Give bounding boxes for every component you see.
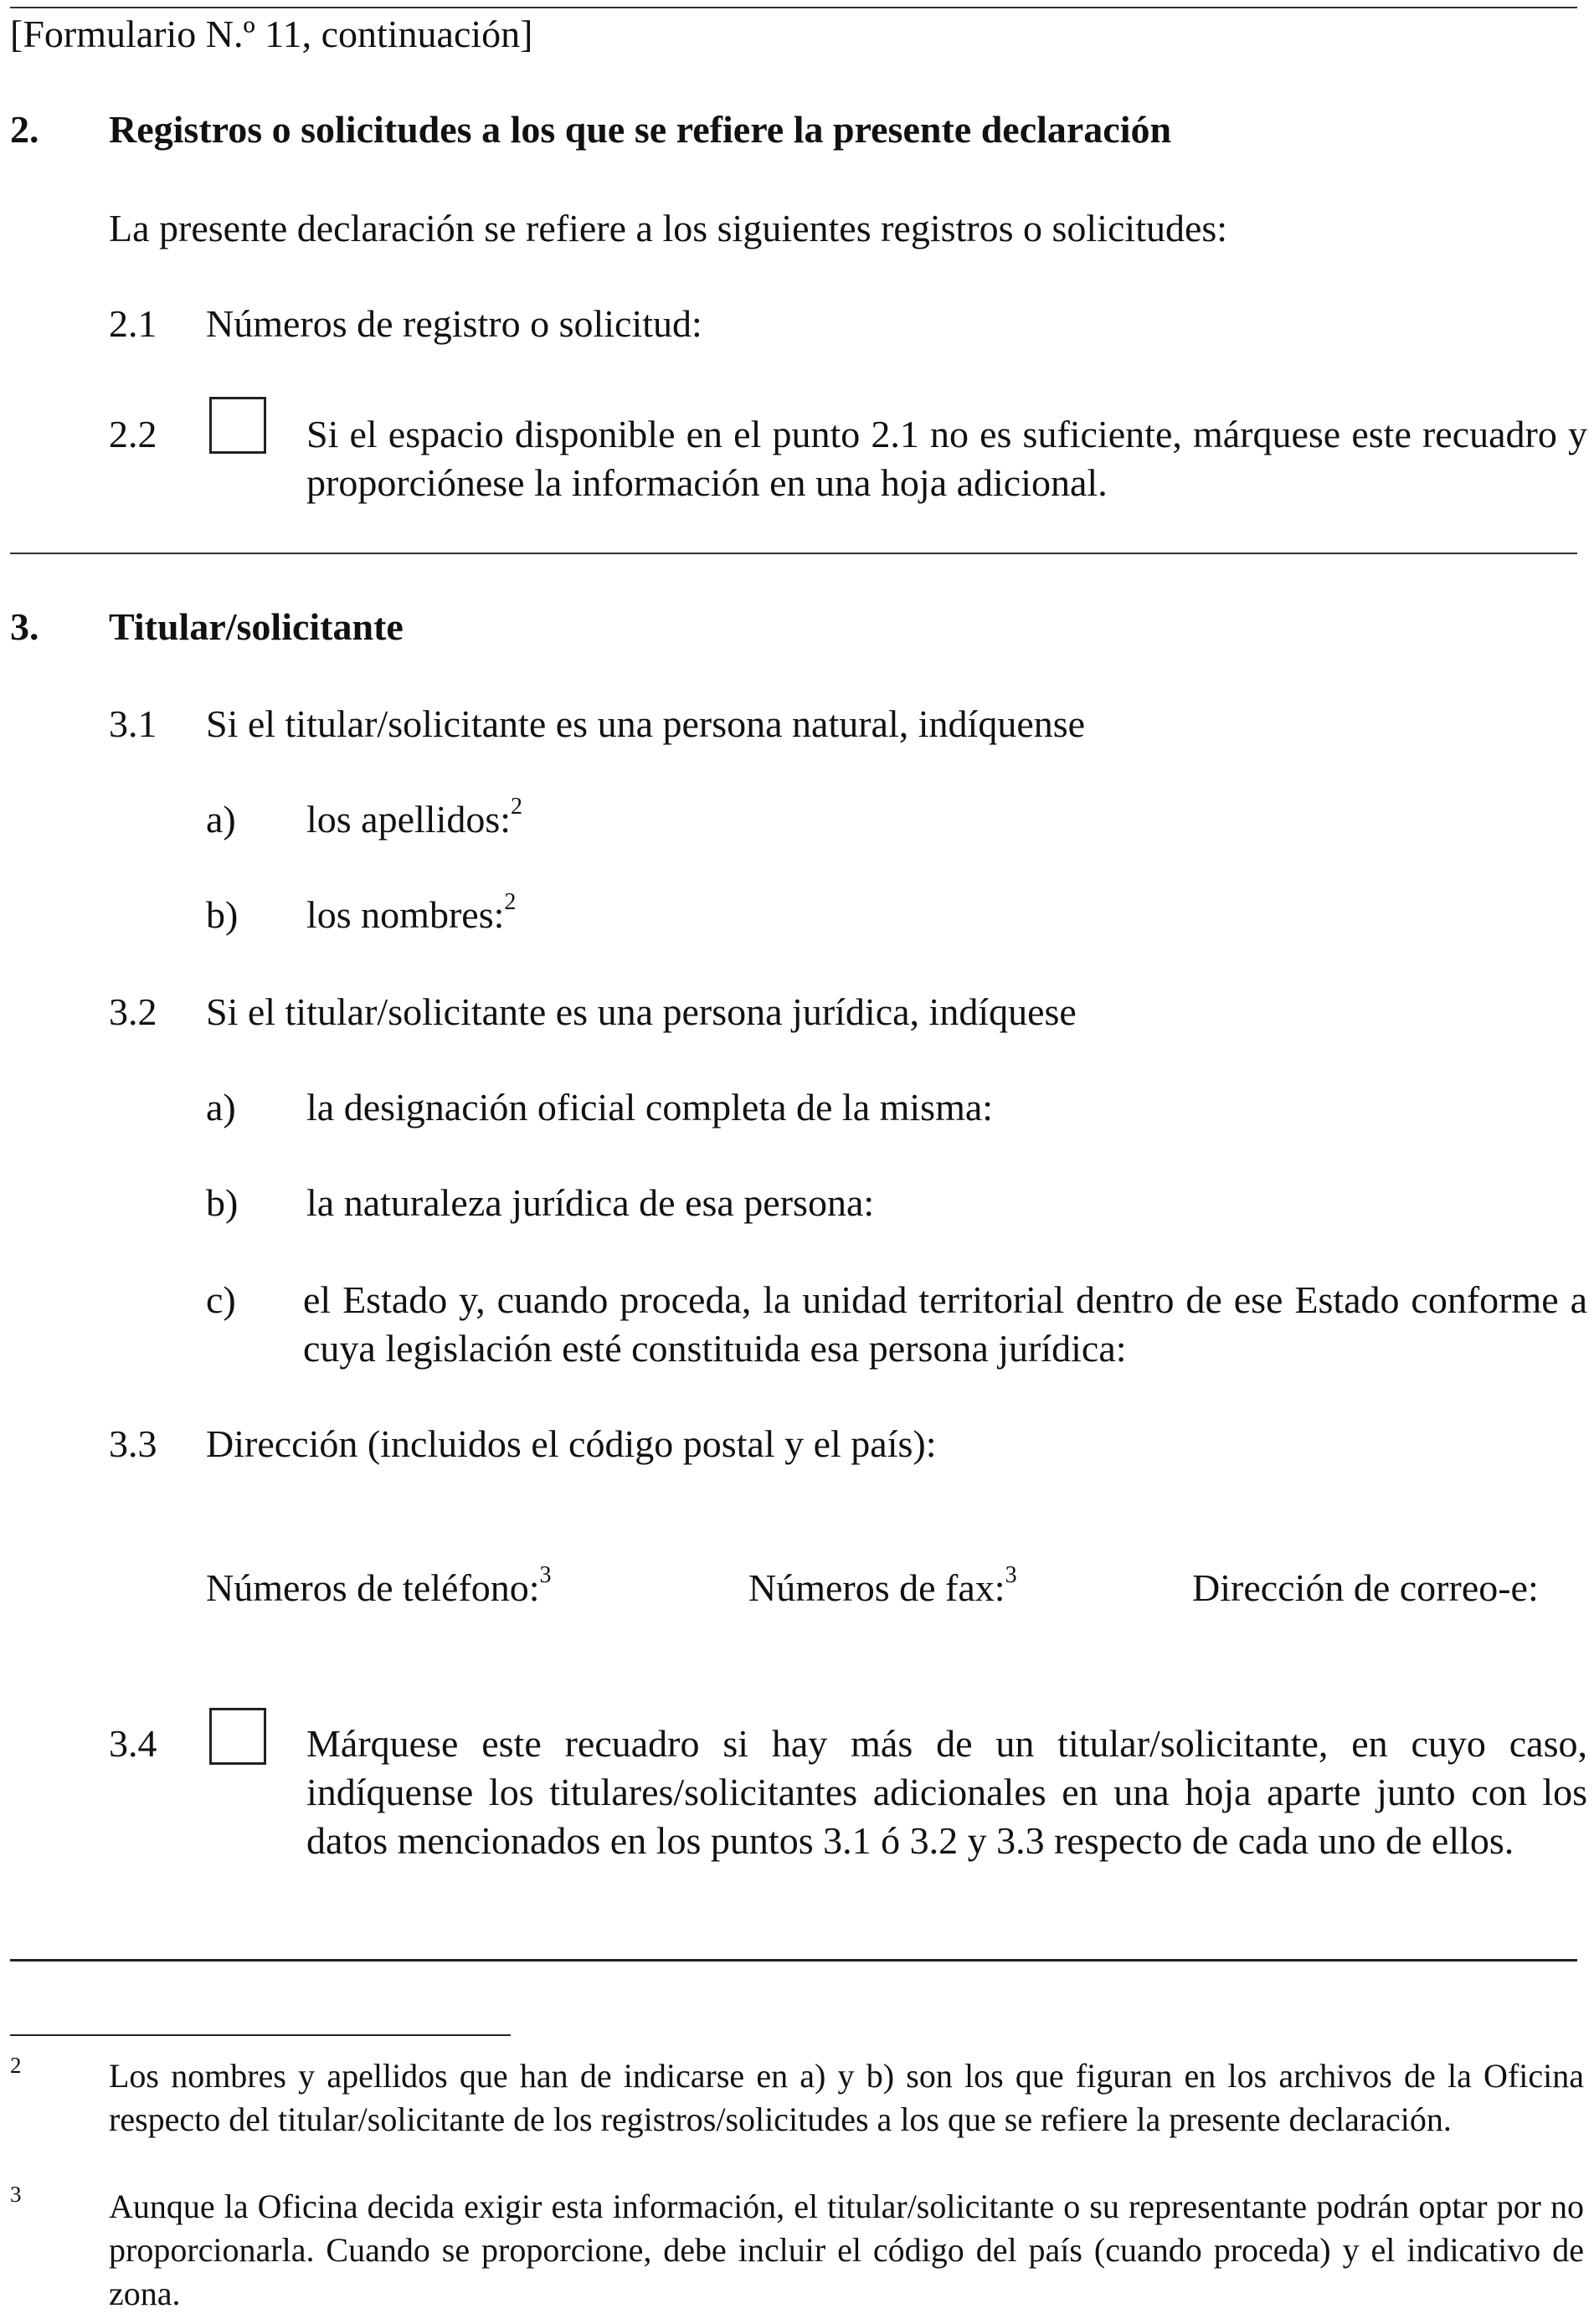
section-2-title: Registros o solicitudes a los que se refiere la presente declaración xyxy=(109,108,1172,151)
footnote-2-number: 2 xyxy=(10,2053,22,2078)
fax-label-text: Números de fax: xyxy=(748,1566,1005,1609)
item-3-3-number: 3.3 xyxy=(109,1422,157,1465)
item-2-2-text: Si el espacio disponible en el punto 2.1 no es suficiente, márquese este recuadro y proporciónese la información en una hoja adicional. xyxy=(306,413,1587,504)
item-3-1-a-letter: a) xyxy=(206,798,236,841)
item-3-1-b xyxy=(306,888,517,939)
item-3-2-a-text: la designación oficial completa de la misma: xyxy=(306,1086,994,1129)
item-3-2-text: Si el titular/solicitante es una persona jurídica, indíquese xyxy=(206,990,1077,1033)
item-3-2-c-text: el Estado y, cuando proceda, la unidad territorial dentro de ese Estado conforme a cuya legislación esté constituida esa persona jurídica: xyxy=(303,1278,1587,1370)
item-2-2-number: 2.2 xyxy=(109,413,157,455)
item-3-1-a xyxy=(306,795,522,844)
item-3-1-b-letter: b) xyxy=(206,893,239,936)
item-3-1-text: Si el titular/solicitante es una persona natural, indíquense xyxy=(206,702,1086,745)
item-3-4-checkbox[interactable] xyxy=(209,1708,266,1765)
item-3-2-c-letter: c) xyxy=(206,1278,236,1321)
item-3-3-text: Dirección (incluidos el código postal y el país): xyxy=(206,1422,937,1465)
item-2-1-number: 2.1 xyxy=(109,302,157,345)
top-rule xyxy=(10,7,1577,8)
footnote-ref-3: 3 xyxy=(1005,1561,1017,1588)
phone-field-label xyxy=(206,1561,552,1612)
section-2-divider xyxy=(10,553,1577,554)
item-2-2-checkbox[interactable] xyxy=(209,397,266,454)
item-3-1-b-text: los nombres: xyxy=(306,893,505,936)
section-3-divider xyxy=(10,1959,1577,1962)
email-field-label: Dirección de correo-e: xyxy=(1192,1566,1539,1609)
item-3-2-b-text: la naturaleza jurídica de esa persona: xyxy=(306,1181,875,1224)
item-3-2-number: 3.2 xyxy=(109,990,157,1033)
footnote-ref-2: 2 xyxy=(504,888,517,915)
item-3-1-a-text: los apellidos: xyxy=(306,798,512,841)
section-2-number: 2. xyxy=(10,108,39,151)
footnote-separator xyxy=(10,2034,511,2036)
footnote-2-text: Los nombres y apellidos que han de indicarse en a) y b) son los que figuran en los archivos de la Oficina respecto del titular/solicitante de los registros/solicitudes a los que se refiere la presente declaración. xyxy=(109,2057,1584,2138)
item-3-4-number: 3.4 xyxy=(109,1722,157,1765)
item-2-1-label: Números de registro o solicitud: xyxy=(206,302,702,345)
fax-field-label xyxy=(748,1561,1017,1612)
form-continuation-header: [Formulario N.º 11, continuación] xyxy=(10,13,533,55)
footnote-ref-2: 2 xyxy=(511,793,523,820)
item-3-1-number: 3.1 xyxy=(109,702,157,745)
phone-label-text: Números de teléfono: xyxy=(206,1566,540,1609)
section-3-title: Titular/solicitante xyxy=(109,605,404,648)
item-3-4-text: Márquese este recuadro si hay más de un titular/solicitante, en cuyo caso, indíquense los titulares/solicitantes adicionales en una hoja aparte junto con los datos mencionados en los puntos 3.1 ó 3.2 y 3.3 respecto de cada uno de ellos. xyxy=(306,1722,1587,1862)
section-3-number: 3. xyxy=(10,605,39,648)
item-3-2-b-letter: b) xyxy=(206,1181,239,1224)
item-3-2-a-letter: a) xyxy=(206,1086,236,1129)
footnote-3-text: Aunque la Oficina decida exigir esta información, el titular/solicitante o su representante podrán optar por no proporcionarla. Cuando se proporcione, debe incluir el código del país (cuando proceda) y el indicativo de zona. xyxy=(109,2188,1584,2312)
footnote-ref-3: 3 xyxy=(539,1561,552,1588)
section-2-intro: La presente declaración se refiere a los siguientes registros o solicitudes: xyxy=(109,207,1228,249)
footnote-3-number: 3 xyxy=(10,2182,22,2207)
